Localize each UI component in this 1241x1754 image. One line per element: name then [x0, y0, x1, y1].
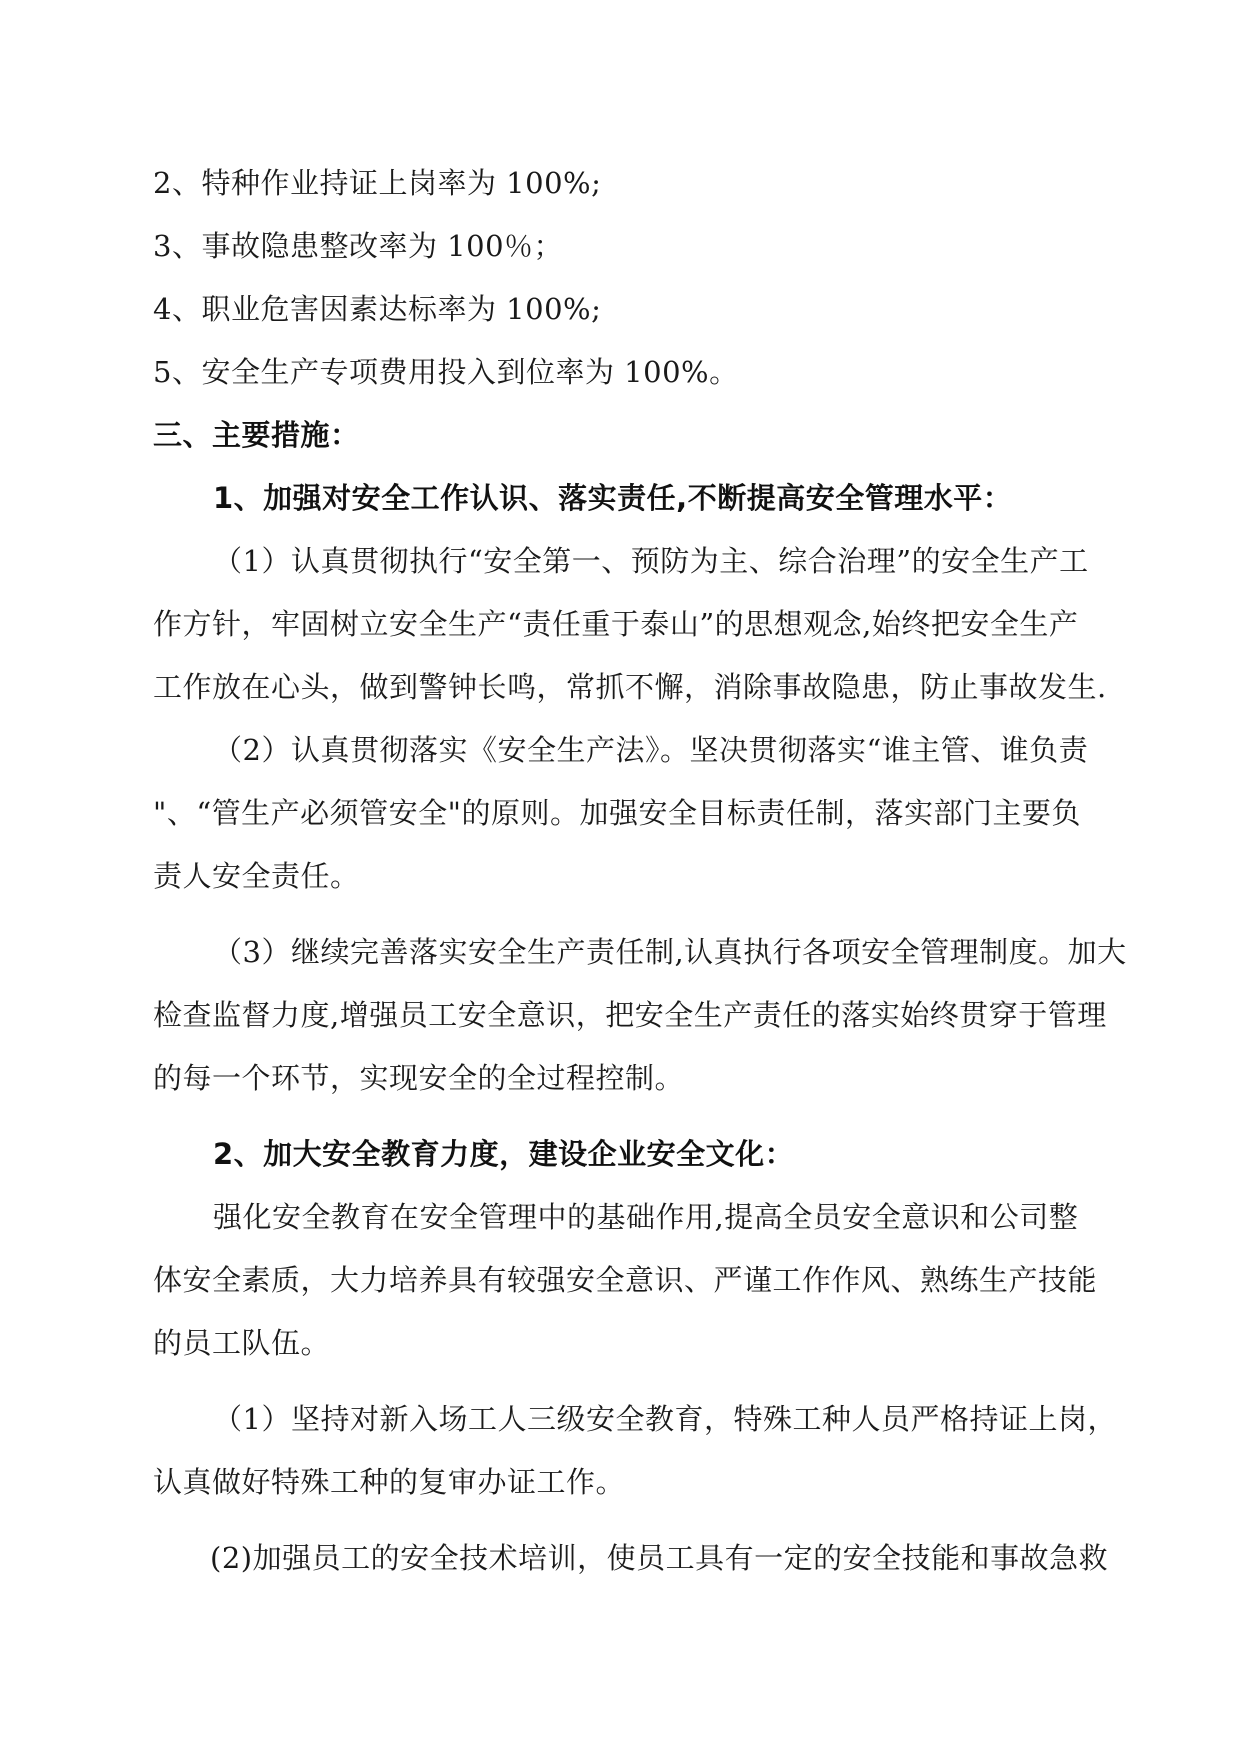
paragraph-line: "、“管生产必须管安全"的原则。加强安全目标责任制，落实部门主要负 — [153, 796, 1082, 830]
paragraph-line: （2）认真贯彻落实《安全生产法》。坚决贯彻落实“谁主管、谁负责 — [213, 733, 1089, 767]
subheading-measure-2: 2、加大安全教育力度，建设企业安全文化： — [213, 1137, 795, 1171]
paragraph-line: 工作放在心头，做到警钟长鸣，常抓不懈，消除事故隐患，防止事故发生. — [153, 670, 1107, 704]
paragraph-line: 的每一个环节，实现安全的全过程控制。 — [153, 1061, 685, 1095]
paragraph-line: 的员工队伍。 — [153, 1326, 331, 1360]
goal-item-5: 5、安全生产专项费用投入到位率为 100%。 — [153, 355, 739, 389]
paragraph-line: 作方针，牢固树立安全生产“责任重于泰山”的思想观念,始终把安全生产 — [153, 607, 1079, 641]
paragraph-line: 强化安全教育在安全管理中的基础作用,提高全员安全意识和公司整 — [213, 1200, 1079, 1234]
paragraph-line: 认真做好特殊工种的复审办证工作。 — [153, 1465, 626, 1499]
paragraph-line: （1）认真贯彻执行“安全第一、预防为主、综合治理”的安全生产工 — [213, 544, 1089, 578]
goal-item-4: 4、职业危害因素达标率为 100%; — [153, 292, 602, 326]
paragraph-line: 体安全素质，大力培养具有较强安全意识、严谨工作作风、熟练生产技能 — [153, 1263, 1098, 1297]
paragraph-line: 责人安全责任。 — [153, 859, 360, 893]
goal-item-2: 2、特种作业持证上岗率为 100%; — [153, 166, 602, 200]
paragraph-line: （3）继续完善落实安全生产责任制,认真执行各项安全管理制度。加大 — [213, 935, 1127, 969]
section-heading-main-measures: 三、主要措施： — [153, 418, 360, 452]
paragraph-line: 检查监督力度,增强员工安全意识，把安全生产责任的落实始终贯穿于管理 — [153, 998, 1107, 1032]
goal-item-3: 3、事故隐患整改率为 100％； — [153, 229, 564, 263]
paragraph-line: (2)加强员工的安全技术培训，使员工具有一定的安全技能和事故急救 — [210, 1541, 1109, 1575]
subheading-measure-1: 1、加强对安全工作认识、落实责任,不断提高安全管理水平： — [213, 481, 1013, 515]
paragraph-line: （1）坚持对新入场工人三级安全教育，特殊工种人员严格持证上岗， — [213, 1402, 1117, 1436]
